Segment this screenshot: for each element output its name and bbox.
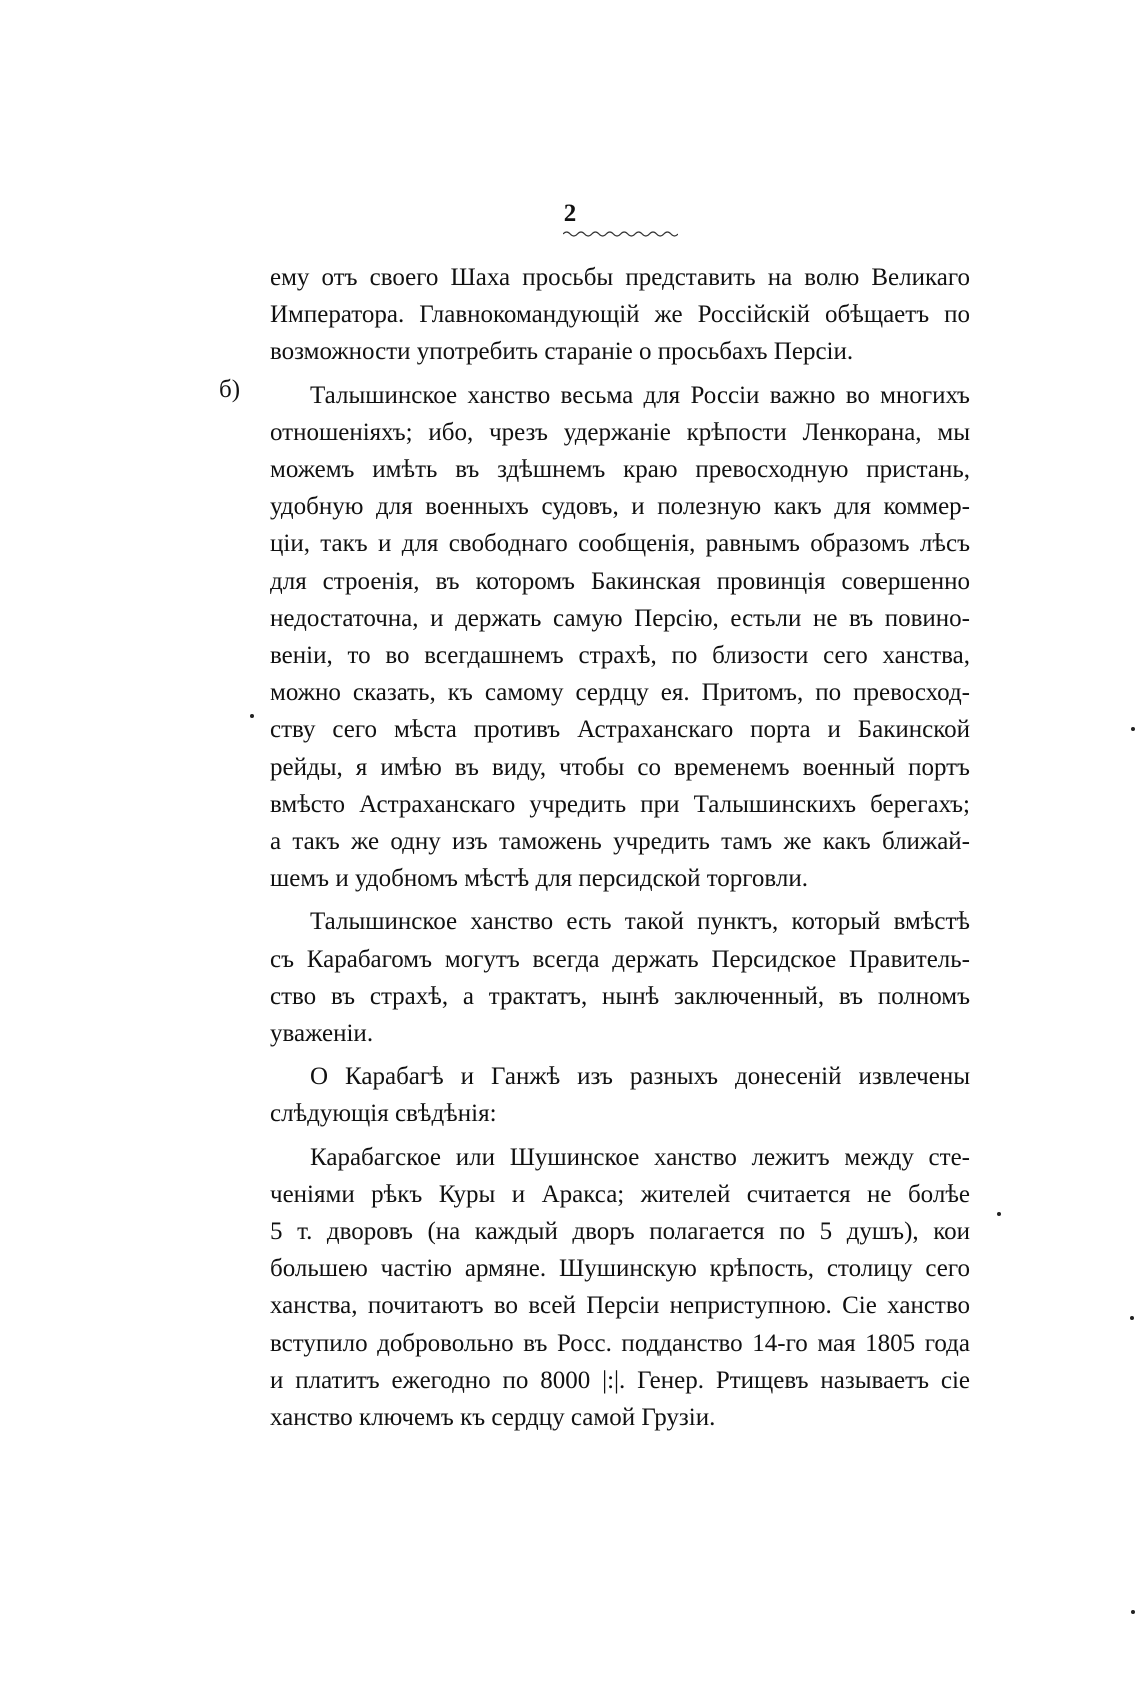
text-line: недостаточна, и держать самую Персію, естьли не въ повино- bbox=[270, 604, 970, 632]
text-line: съ Карабагомъ могутъ всегда держать Персидское Правитель- bbox=[270, 945, 970, 973]
text-line: шемъ и удобномъ мѣстѣ для персидской торговли. bbox=[270, 865, 809, 893]
page-number: 2 bbox=[563, 200, 577, 227]
text-line: удобную для военныхъ судовъ, и полезную какъ для коммер- bbox=[270, 493, 970, 521]
text-line: ство въ страхѣ, а трактатъ, нынѣ заключенный, въ полномъ bbox=[270, 982, 970, 1010]
text-line: вступило добровольно въ Росс. подданство 14-го мая 1805 года bbox=[270, 1329, 970, 1357]
text-line: можно сказать, къ самому сердцу ея. Притомъ, по превосход- bbox=[270, 679, 970, 707]
paragraph-marker: б) bbox=[219, 376, 241, 403]
scan-speck bbox=[250, 714, 254, 718]
text-line: Талышинское ханство есть такой пунктъ, который вмѣстѣ bbox=[310, 908, 970, 936]
page-number-ornament bbox=[563, 230, 678, 238]
text-line: О Карабагѣ и Ганжѣ изъ разныхъ донесеній извлечены bbox=[310, 1063, 970, 1091]
text-line: ханства, почитаютъ во всей Персіи неприступною. Сіе ханство bbox=[270, 1292, 970, 1320]
paragraph-1 bbox=[270, 259, 970, 371]
paragraph-3 bbox=[270, 903, 970, 1052]
paragraph-5 bbox=[270, 1139, 970, 1437]
text-line: отношеніяхъ; ибо, чрезъ удержаніе крѣпости Ленкорана, мы bbox=[270, 418, 970, 446]
text-line: можемъ имѣть въ здѣшнемъ краю превосходную пристань, bbox=[270, 456, 970, 484]
text-line: ему отъ своего Шаха просьбы представить на волю Великаго bbox=[270, 264, 970, 291]
scan-speck bbox=[1130, 1316, 1134, 1320]
text-line: а такъ же одну изъ таможень учредить тамъ же какъ ближай- bbox=[270, 828, 970, 856]
text-line: и платитъ ежегодно по 8000 |:|. Генер. Ртищевъ называетъ сіе bbox=[270, 1366, 970, 1394]
text-line: ханство ключемъ къ сердцу самой Грузіи. bbox=[270, 1404, 716, 1432]
scan-speck bbox=[1131, 727, 1135, 731]
body-text bbox=[270, 259, 970, 1442]
paragraph-4 bbox=[270, 1058, 970, 1132]
text-line: ченіями рѣкъ Куры и Аракса; жителей считается не болѣе bbox=[270, 1180, 970, 1208]
text-line: ству сего мѣста противъ Астраханскаго порта и Бакинской bbox=[270, 716, 970, 744]
text-line: большею частію армяне. Шушинскую крѣпость, столицу сего bbox=[270, 1255, 970, 1283]
text-line: 5 т. дворовъ (на каждый дворъ полагается по 5 душъ), кои bbox=[270, 1218, 970, 1246]
text-line: уваженіи. bbox=[270, 1020, 374, 1048]
scan-speck bbox=[997, 1212, 1001, 1216]
text-line: Карабагское или Шушинское ханство лежитъ между сте- bbox=[310, 1143, 970, 1171]
paragraph-2 bbox=[270, 377, 970, 898]
text-line: возможности употребить стараніе о просьбахъ Персіи. bbox=[270, 338, 854, 366]
text-line: слѣдующія свѣдѣнія: bbox=[270, 1100, 497, 1128]
text-line: веніи, то во всегдашнемъ страхѣ, по близости сего ханства, bbox=[270, 642, 970, 670]
scan-speck bbox=[1131, 1610, 1135, 1614]
text-line: Императора. Главнокомандующій же Россійскій обѣщаетъ по bbox=[270, 301, 970, 329]
text-line: вмѣсто Астраханскаго учредить при Талышинскихъ берегахъ; bbox=[270, 790, 970, 818]
text-line: ціи, такъ и для свободнаго сообщенія, равнымъ образомъ лѣсъ bbox=[270, 530, 970, 558]
text-line: для строенія, въ которомъ Бакинская провинція совершенно bbox=[270, 567, 970, 595]
text-line: рейды, я имѣю въ виду, чтобы со временемъ военный портъ bbox=[270, 753, 970, 781]
text-line: Талышинское ханство весьма для Россіи важно во многихъ bbox=[310, 381, 970, 409]
